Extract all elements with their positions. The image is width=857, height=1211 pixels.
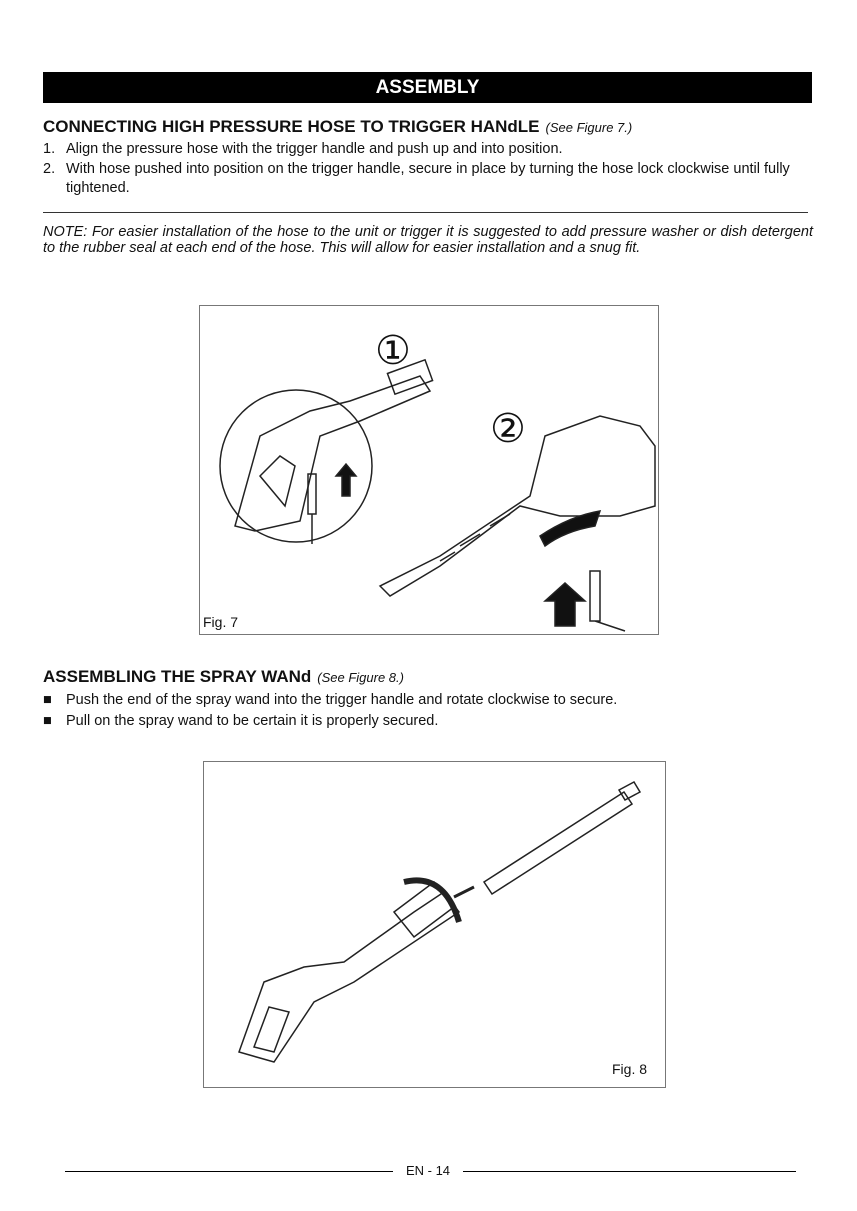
hose-heading-text: CONNECTING HIGH PRESSURE HOSE TO TRIGGER HANdLE: [43, 117, 540, 136]
step-number: 1.: [43, 141, 56, 157]
step-number: 2.: [43, 161, 56, 177]
step-1-marker: ①: [375, 328, 411, 374]
figure-8: [203, 761, 666, 1088]
figure-ref: (See Figure 8.): [317, 670, 404, 685]
page-number: EN - 14: [405, 1163, 451, 1178]
bullet-text: Push the end of the spray wand into the trigger handle and rotate clockwise to secure.: [66, 692, 618, 708]
figure-7: [199, 305, 659, 635]
hose-heading: [43, 117, 632, 137]
bullet-1: [43, 691, 813, 710]
wand-heading-text: ASSEMBLING THE SPRAY WANd: [43, 667, 312, 686]
hose-connection-illustration: [200, 306, 658, 634]
bullet-icon: ■: [43, 713, 52, 729]
footer-rule-right: [463, 1171, 796, 1172]
note: NOTE: For easier installation of the hose to the unit or trigger it is suggested to add pressure washer or dish detergent to the rubber seal at each end of the hose. This will allow for easier installation and a snug fit.: [43, 224, 813, 256]
bullet-2: [43, 712, 813, 731]
footer-rule-left: [65, 1171, 393, 1172]
figure-ref: (See Figure 7.): [545, 120, 633, 135]
figure-caption: Fig. 7: [203, 614, 239, 630]
step-text: Align the pressure hose with the trigger handle and push up and into position.: [66, 141, 563, 157]
step-1: [43, 140, 813, 159]
step-text: With hose pushed into position on the trigger handle, secure in place by turning the hose lock clockwise until fully tightened.: [66, 161, 790, 196]
bullet-icon: ■: [43, 692, 52, 708]
section-title: ASSEMBLY: [43, 72, 812, 103]
step-2-marker: ②: [490, 406, 526, 452]
figure-caption: Fig. 8: [612, 1061, 648, 1077]
spray-wand-illustration: [204, 762, 665, 1087]
wand-heading: [43, 667, 404, 687]
bullet-text: Pull on the spray wand to be certain it is properly secured.: [66, 713, 439, 729]
step-2: [43, 160, 813, 198]
divider: [43, 212, 808, 213]
